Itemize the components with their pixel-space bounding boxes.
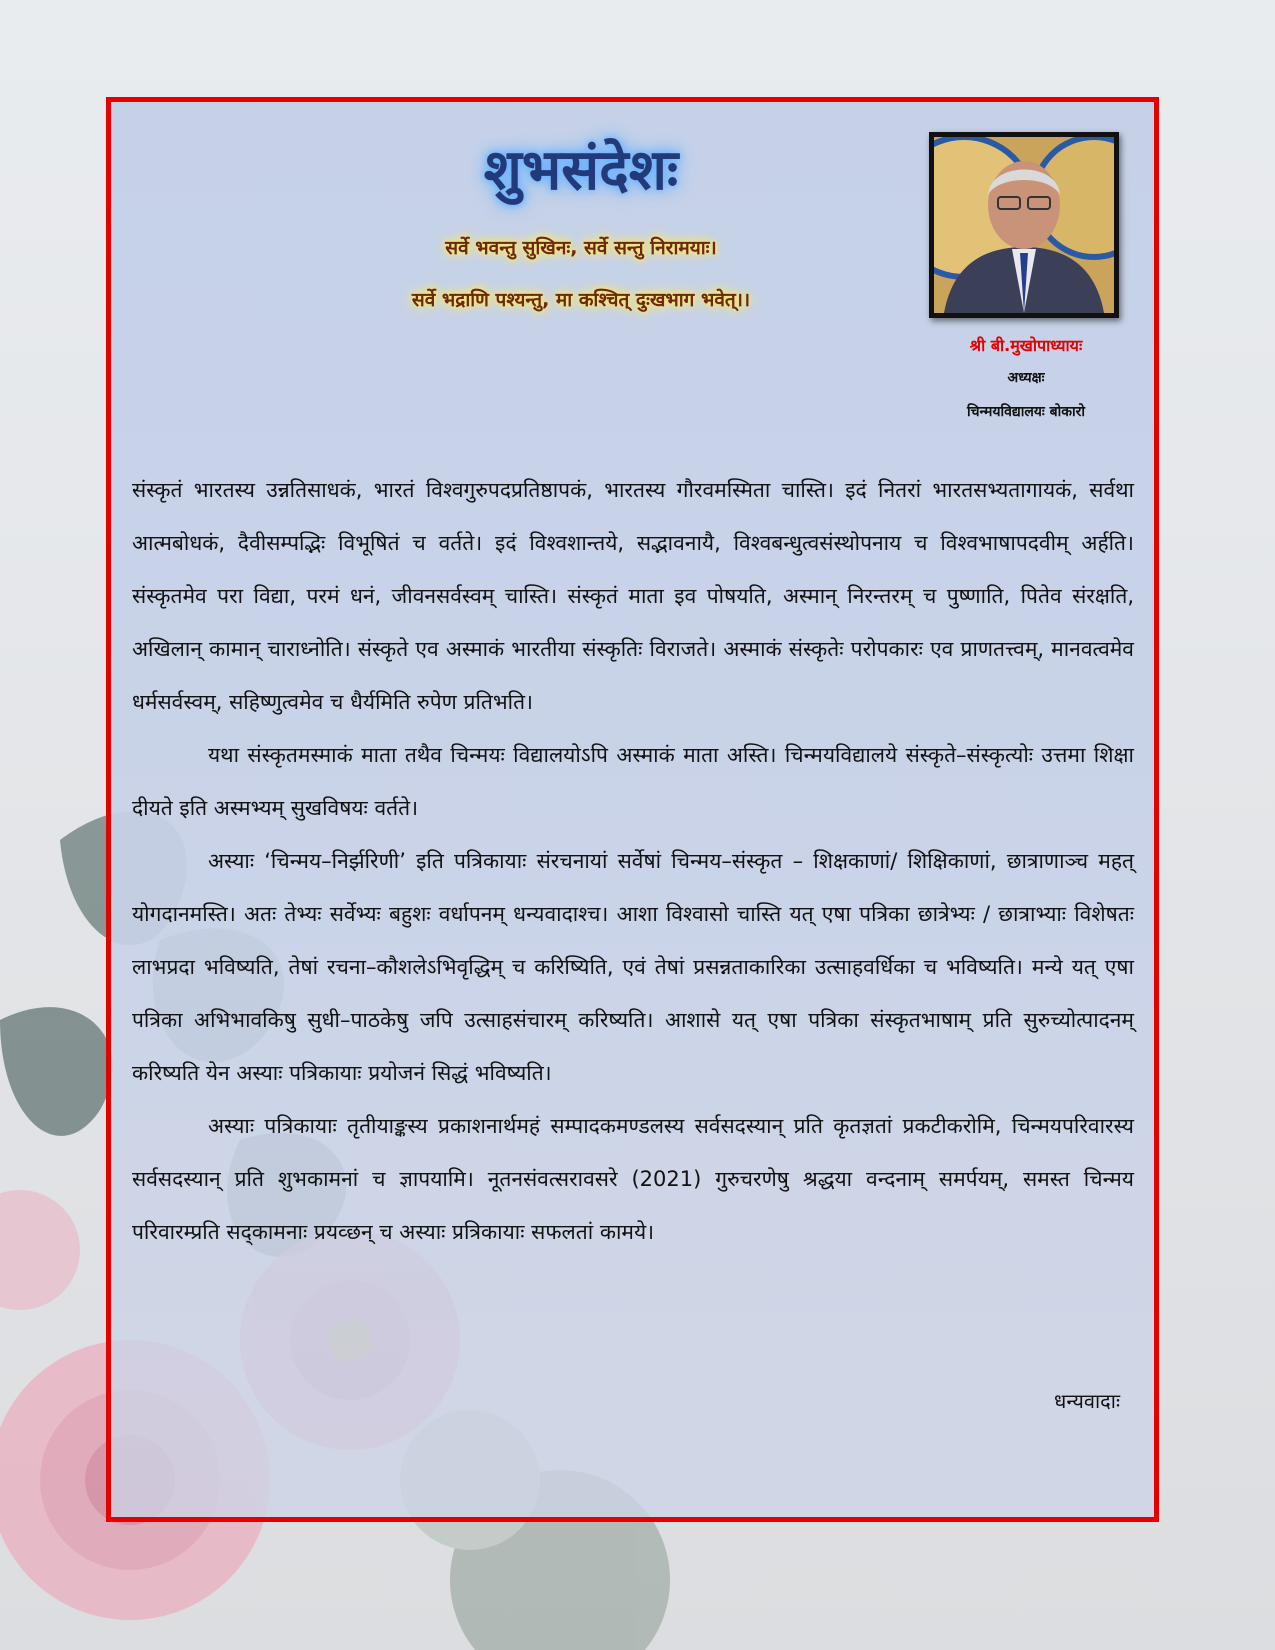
author-photo xyxy=(929,132,1119,318)
page-title: शुभसंदेशः xyxy=(483,138,679,203)
message-frame xyxy=(106,97,1159,1522)
author-role: अध्यक्षः xyxy=(1007,370,1045,386)
message-body xyxy=(132,464,1134,1259)
paragraph-3: अस्याः ‘चिन्मय–निर्झरिणी’ इति पत्रिकायाः संरचनायां सर्वेषां चिन्मय–संस्कृत – शिक्षकाणां/ शिक्षिकाणां, छात्राणाञ्च महत् योगदानमस्ति। अतः तेभ्यः सर्वेभ्यः बहुशः वर्धापनम् धन्यवादाश्च। आशा विश्वासो चास्ति यत् एषा पत्रिका छात्रेभ्यः / छात्राभ्याः विशेषतः लाभप्रदा भविष्यति, तेषां रचना–कौशलेऽभिवृद्धिम् च करिष्यिति, एवं तेषां प्रसन्नताकारिका उत्साहवर्धिका च भविष्यति। मन्ये यत् एषा पत्रिका अभिभावकिषु सुधी–पाठकेषु जपि उत्साहसंचारम् करिष्यति। आशासे यत् एषा पत्रिका संस्कृतभाषाम् प्रति सुरुच्योत्पादनम् करिष्यति येन अस्याः पत्रिकायाः प्रयोजनं सिद्धं भविष्यति। xyxy=(132,849,1134,1085)
shloka-line-1: सर्वे भवन्तु सुखिनः, सर्वे सन्तु निरामयाः। xyxy=(445,237,717,259)
author-organization: चिन्मयविद्यालयः बोकारो xyxy=(967,404,1085,420)
author-name: श्री बी.मुखोपाध्यायः xyxy=(969,336,1083,355)
paragraph-1: संस्कृतं भारतस्य उन्नतिसाधकं, भारतं विश्वगुरुपदप्रतिष्ठापकं, भारतस्य गौरवमस्मिता चास्ति। इदं नितरां भारतसभ्यतागायकं, सर्वथा आत्मबोधकं, दैवीसम्पद्भिः विभूषितं च वर्तते। इदं विश्वशान्तये, सद्भावनायै, विश्वबन्धुत्वसंस्थोपनाय च विश्वभाषापदवीम् अर्हति। संस्कृतमेव परा विद्या, परमं धनं, जीवनसर्वस्वम् चास्ति। संस्कृतं माता इव पोषयति, अस्मान् निरन्तरम् च पुष्णाति, पितेव संरक्षति, अखिलान् कामान् चाराध्नोति। संस्कृते एव अस्माकं भारतीया संस्कृतिः विराजते। अस्माकं संस्कृतेः परोपकारः एव प्राणतत्त्वम्, मानवत्वमेव धर्मसर्वस्वम्, सहिष्णुत्वमेव च धैर्यमिति रुपेण प्रतिभति। xyxy=(132,478,1134,714)
paragraph-2: यथा संस्कृतमस्माकं माता तथैव चिन्मयः विद्यालयोऽपि अस्माकं माता अस्ति। चिन्मयविद्यालये संस्कृते–संस्कृत्योः उत्तमा शिक्षा दीयते इति अस्मभ्यम् सुखविषयः वर्तते। xyxy=(132,743,1134,820)
closing-thanks: धन्यवादाः xyxy=(1054,1389,1120,1413)
shloka-line-2: सर्वे भद्राणि पश्यन्तु, मा कश्चित् दुःखभाग भवेत्।। xyxy=(411,289,751,311)
paragraph-4: अस्याः पत्रिकायाः तृतीयाङ्कस्य प्रकाशनार्थमहं सम्पादकमण्डलस्य सर्वसदस्यान् प्रति कृतज्ञतां प्रकटीकरोमि, चिन्मयपरिवारस्य सर्वसदस्यान् प्रति शुभकामनां च ज्ञापयामि। नूतनसंवत्सरावसरे (2021) गुरुचरणेषु श्रद्धया वन्दनाम् समर्पयम्, समस्त चिन्मय परिवारम्प्रति सद्कामनाः प्रयव्छन् च अस्याः प्रत्रिकायाः सफलतां कामये। xyxy=(132,1114,1134,1244)
